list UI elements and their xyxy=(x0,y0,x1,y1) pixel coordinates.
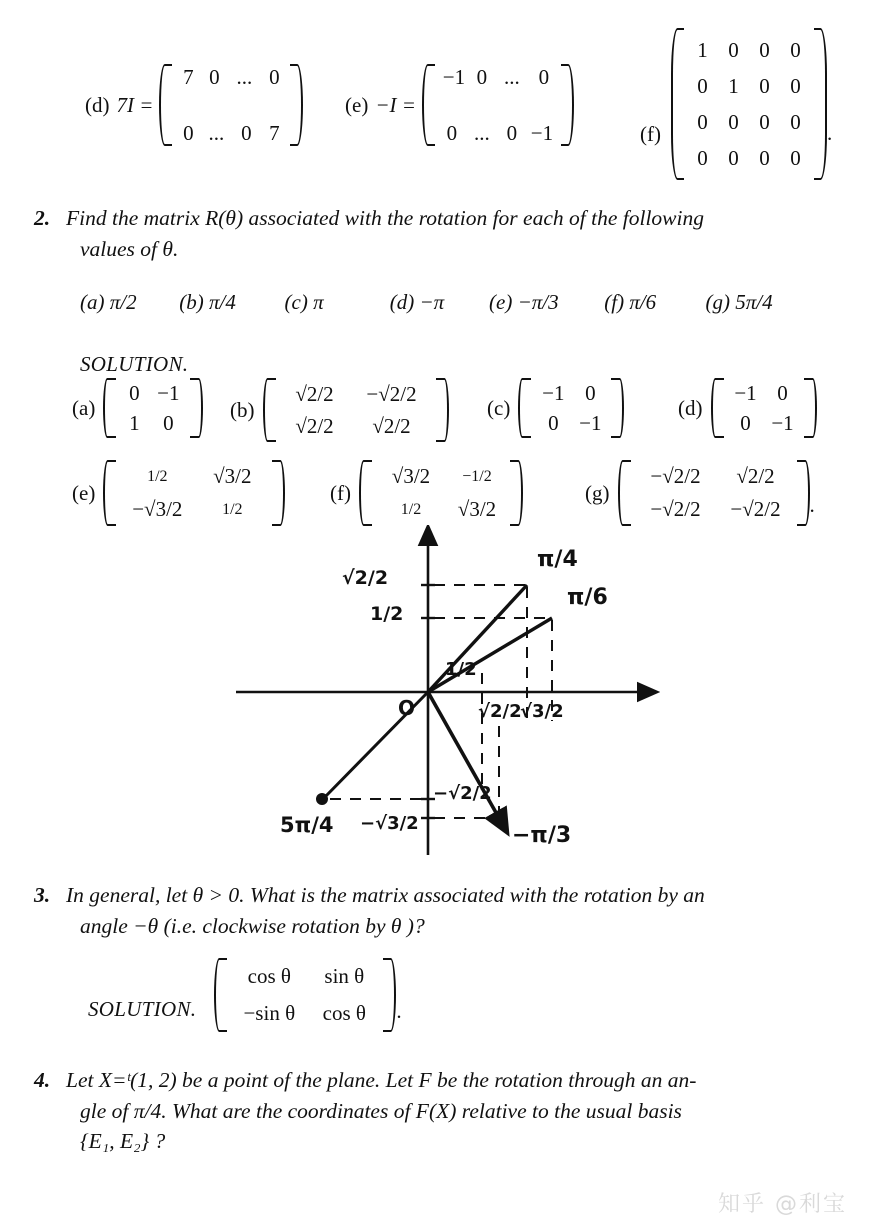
solution-label-a: (a) xyxy=(72,395,96,420)
figure-label-pi-over-4: π/4 xyxy=(537,547,578,572)
paren-right xyxy=(436,378,449,442)
matrix-row xyxy=(438,64,558,90)
paren-right xyxy=(611,378,624,438)
solution-label-b: (b) xyxy=(230,397,255,422)
matrix-cell: 1 xyxy=(697,37,708,62)
paren-right xyxy=(561,64,574,146)
matrix-cell: 0 xyxy=(548,410,559,435)
paren-right xyxy=(290,64,303,146)
trailing-period: . xyxy=(396,999,402,1023)
matrix xyxy=(103,378,203,438)
solution-label-e: (e) xyxy=(72,480,96,505)
matrix-row xyxy=(230,995,380,1032)
matrix-cell: 0 xyxy=(790,73,801,98)
trailing-period: . xyxy=(826,121,833,145)
part-label: (b) xyxy=(179,290,204,314)
matrix-cell: 0 xyxy=(728,37,739,62)
matrix xyxy=(359,460,523,526)
matrix-cell: −1 xyxy=(771,410,794,435)
matrix-cell: √2/2 xyxy=(736,464,775,489)
matrix xyxy=(518,378,624,438)
paren-left xyxy=(159,64,172,146)
point-5pi-over-4 xyxy=(316,793,328,805)
matrix-row xyxy=(687,32,811,68)
matrix-cell: 0 xyxy=(777,380,788,405)
part-value: π/6 xyxy=(629,290,657,314)
part-value: −π/3 xyxy=(517,290,559,314)
matrix-row xyxy=(175,120,287,146)
figure-label-y-sqrt2-2: √2/2 xyxy=(342,567,389,589)
part-e xyxy=(489,290,599,315)
solution-matrix-b xyxy=(230,378,449,442)
matrix xyxy=(618,460,815,526)
matrix-cell: −√2/2 xyxy=(730,497,781,522)
matrix-row xyxy=(687,104,811,140)
problem-3-solution xyxy=(88,958,402,1032)
matrix-cell: 0 xyxy=(269,65,280,89)
part-label: (f) xyxy=(604,290,625,314)
matrix-row xyxy=(534,408,608,438)
matrix-item-e xyxy=(345,64,574,146)
matrix-cell: 0 xyxy=(129,380,140,405)
matrix-row xyxy=(119,378,187,408)
matrix-cell: √2/2 xyxy=(295,413,334,438)
figure-label-y-one-half: 1/2 xyxy=(370,603,404,625)
matrix-row xyxy=(119,408,187,438)
matrix-cell: 0 xyxy=(241,120,252,145)
item-lhs-d: 7I = xyxy=(116,92,154,117)
item-label-f: (f) xyxy=(640,121,661,146)
part-value: π/4 xyxy=(209,290,236,314)
solution-label-c: (c) xyxy=(487,395,511,420)
matrix-cell: sin θ xyxy=(324,964,365,989)
matrix-row xyxy=(119,460,269,493)
matrix-cell: ... xyxy=(236,65,253,89)
solution-matrix-c xyxy=(487,378,624,438)
part-label: (c) xyxy=(284,290,308,314)
problem-2-line2: values of θ. xyxy=(80,236,179,261)
part-b xyxy=(179,290,279,315)
figure-label-neg-sqrt2-2: −√2/2 xyxy=(433,783,492,804)
item-label-e: (e) xyxy=(345,92,369,117)
item-lhs-e: −I = xyxy=(375,92,416,117)
part-label: (d) xyxy=(389,290,415,314)
problem-2-parts xyxy=(80,290,850,315)
matrix-cell: ... xyxy=(474,120,490,145)
problem-4-line3: {E₁, E₂} ? xyxy=(80,1129,166,1154)
matrix-item-f xyxy=(640,28,832,180)
matrix-cell: −1 xyxy=(157,380,180,405)
part-label: (a) xyxy=(80,290,105,314)
matrix-cell: 0 xyxy=(759,73,770,98)
matrix-cell: 0 xyxy=(728,109,739,134)
matrix-row xyxy=(119,493,269,526)
paren-left xyxy=(518,378,531,438)
matrix-cell: 0 xyxy=(697,145,708,170)
paren-left xyxy=(618,460,631,526)
matrix-cell: 7 xyxy=(183,65,194,89)
matrix-row xyxy=(230,958,380,995)
figure-svg xyxy=(190,525,660,865)
paren-left xyxy=(359,460,372,526)
figure-label-x-one-half: 1/2 xyxy=(445,659,477,680)
solution-matrix-a xyxy=(72,378,203,438)
problem-2 xyxy=(34,203,836,264)
matrix-cell: 1/2 xyxy=(400,500,422,518)
matrix-cell: 0 xyxy=(759,37,770,62)
matrix-gap xyxy=(438,90,558,120)
trailing-period: . xyxy=(809,493,815,517)
matrix-rotation-clockwise xyxy=(214,958,401,1032)
matrix-cell: 7 xyxy=(269,120,280,145)
part-label: (e) xyxy=(489,290,513,314)
problem-2-solution-label: SOLUTION. xyxy=(80,352,189,376)
ray-pi-over-6 xyxy=(428,618,552,692)
solution-label-d: (d) xyxy=(678,395,703,420)
item-label-d: (d) xyxy=(85,92,110,117)
matrix-f xyxy=(671,28,832,180)
matrix-cell: √3/2 xyxy=(213,464,252,489)
problem-2-line1: Find the matrix R(θ) associated with the rotation for each of the following xyxy=(66,206,704,230)
matrix-row xyxy=(279,410,433,442)
paren-left xyxy=(263,378,276,442)
matrix-row xyxy=(279,378,433,410)
matrix-row xyxy=(375,493,507,526)
matrix-cell: −1 xyxy=(542,380,565,405)
part-value: 5π/4 xyxy=(735,290,773,314)
matrix-cell: −1 xyxy=(442,65,466,89)
paren-right xyxy=(190,378,203,438)
matrix-cell: cos θ xyxy=(322,1001,366,1026)
solution-matrix-d xyxy=(678,378,817,438)
paren-right xyxy=(797,460,810,526)
figure-label-neg-sqrt3-2: −√3/2 xyxy=(360,813,419,834)
problem-2-number: 2. xyxy=(34,206,51,230)
matrix-cell: 0 xyxy=(538,65,550,89)
matrix-cell: −1 xyxy=(579,410,602,435)
problem-4-line1: Let X=ᵗ(1, 2) be a point of the plane. Let F be the rotation through an an- xyxy=(66,1068,697,1092)
matrix-row xyxy=(634,460,794,493)
problem-3-line2: angle −θ (i.e. clockwise rotation by θ )? xyxy=(80,913,425,938)
part-g xyxy=(706,290,773,315)
matrix-cell: ... xyxy=(504,65,520,89)
matrix-row xyxy=(438,120,558,146)
matrix-row xyxy=(375,460,507,493)
solution-label-f: (f) xyxy=(330,480,351,505)
matrix-cell: −√2/2 xyxy=(366,381,417,406)
matrix-cell: 0 xyxy=(506,120,518,145)
solution-matrix-e xyxy=(72,460,285,526)
part-a xyxy=(80,290,174,315)
matrix-d xyxy=(159,64,303,146)
paren-right xyxy=(804,378,817,438)
matrix-cell: 1/2 xyxy=(222,500,243,518)
paren-right xyxy=(272,460,285,526)
matrix-cell: 0 xyxy=(740,410,751,435)
matrix-cell: 0 xyxy=(446,120,458,145)
matrix-cell: 0 xyxy=(790,145,801,170)
part-value: π/2 xyxy=(109,290,137,314)
paren-left xyxy=(103,378,116,438)
part-value: π xyxy=(313,290,324,314)
matrix-cell: 0 xyxy=(759,145,770,170)
matrix-cell: −1 xyxy=(530,120,554,145)
matrix xyxy=(711,378,817,438)
matrix-cell: 0 xyxy=(790,109,801,134)
paren-left xyxy=(711,378,724,438)
solution-matrix-g xyxy=(585,460,815,526)
problem-4-number: 4. xyxy=(34,1068,51,1092)
rotation-unit-circle-figure xyxy=(190,525,660,865)
solution-label-g: (g) xyxy=(585,480,610,505)
matrix-cell: 0 xyxy=(585,380,596,405)
matrix-cell: cos θ xyxy=(247,964,291,989)
matrix-cell: −1/2 xyxy=(462,467,492,485)
figure-label-x-sqrt2-2: √2/2 xyxy=(478,701,522,722)
matrix-cell: 0 xyxy=(209,65,220,89)
ray-pi-over-4 xyxy=(428,585,527,692)
matrix-cell: 0 xyxy=(697,73,708,98)
matrix-cell: ... xyxy=(208,120,225,145)
matrix-cell: 0 xyxy=(183,120,194,145)
matrix-cell: √2/2 xyxy=(372,413,411,438)
matrix-gap xyxy=(175,90,287,120)
problem-4-line2: gle of π/4. What are the coordinates of F(X) relative to the usual basis xyxy=(80,1098,682,1123)
problem-4 xyxy=(34,1065,856,1157)
matrix-cell: −√2/2 xyxy=(650,464,701,489)
paren-right xyxy=(383,958,396,1032)
matrix-cell: √3/2 xyxy=(457,497,497,522)
matrix-cell: 0 xyxy=(759,109,770,134)
part-f xyxy=(604,290,700,315)
exercise-1-tail-row xyxy=(0,22,869,187)
paren-right xyxy=(814,28,827,180)
figure-label-pi-over-6: π/6 xyxy=(567,585,608,610)
matrix-row xyxy=(727,408,801,438)
figure-label-neg-pi-over-3: −π/3 xyxy=(512,823,572,848)
matrix-cell: √2/2 xyxy=(295,381,334,406)
matrix-cell: −√3/2 xyxy=(132,497,183,522)
problem-3-solution-label: SOLUTION. xyxy=(88,996,197,1021)
matrix-row xyxy=(634,493,794,526)
part-label: (g) xyxy=(705,290,730,314)
matrix-cell: 1 xyxy=(129,410,140,435)
matrix xyxy=(103,460,285,526)
matrix-cell: 0 xyxy=(728,145,739,170)
matrix-row xyxy=(727,378,801,408)
matrix-cell: −√2/2 xyxy=(650,497,701,522)
problem-3-line1: In general, let θ > 0. What is the matrix associated with the rotation by an xyxy=(66,883,705,907)
paren-right xyxy=(510,460,523,526)
paren-left xyxy=(103,460,116,526)
matrix-row xyxy=(687,68,811,104)
matrix-cell: −sin θ xyxy=(243,1001,296,1026)
matrix-e xyxy=(422,64,574,146)
matrix-cell: 1 xyxy=(728,73,739,98)
problem-3 xyxy=(34,880,846,941)
matrix-cell: 0 xyxy=(476,65,488,89)
matrix-row xyxy=(175,64,287,90)
matrix-cell: √3/2 xyxy=(391,464,431,489)
figure-label-x-sqrt3-2: √3/2 xyxy=(520,701,564,722)
paren-left xyxy=(671,28,684,180)
figure-label-origin: O xyxy=(398,696,416,720)
paren-left xyxy=(422,64,435,146)
matrix-item-d xyxy=(85,64,303,146)
problem-3-number: 3. xyxy=(34,883,51,907)
part-d xyxy=(390,290,484,315)
part-c xyxy=(285,290,385,315)
watermark: 知乎 @利宝 xyxy=(718,1192,847,1217)
matrix-cell: 0 xyxy=(697,109,708,134)
matrix-cell: 1/2 xyxy=(147,467,168,485)
matrix xyxy=(263,378,449,442)
paren-left xyxy=(214,958,227,1032)
matrix-row xyxy=(687,140,811,176)
matrix-cell: 0 xyxy=(163,410,174,435)
matrix-cell: −1 xyxy=(734,380,757,405)
figure-label-5pi-over-4: 5π/4 xyxy=(280,813,334,837)
matrix-cell: 0 xyxy=(790,37,801,62)
matrix-row xyxy=(534,378,608,408)
part-value: −π xyxy=(419,290,445,314)
solution-matrix-f xyxy=(330,460,523,526)
